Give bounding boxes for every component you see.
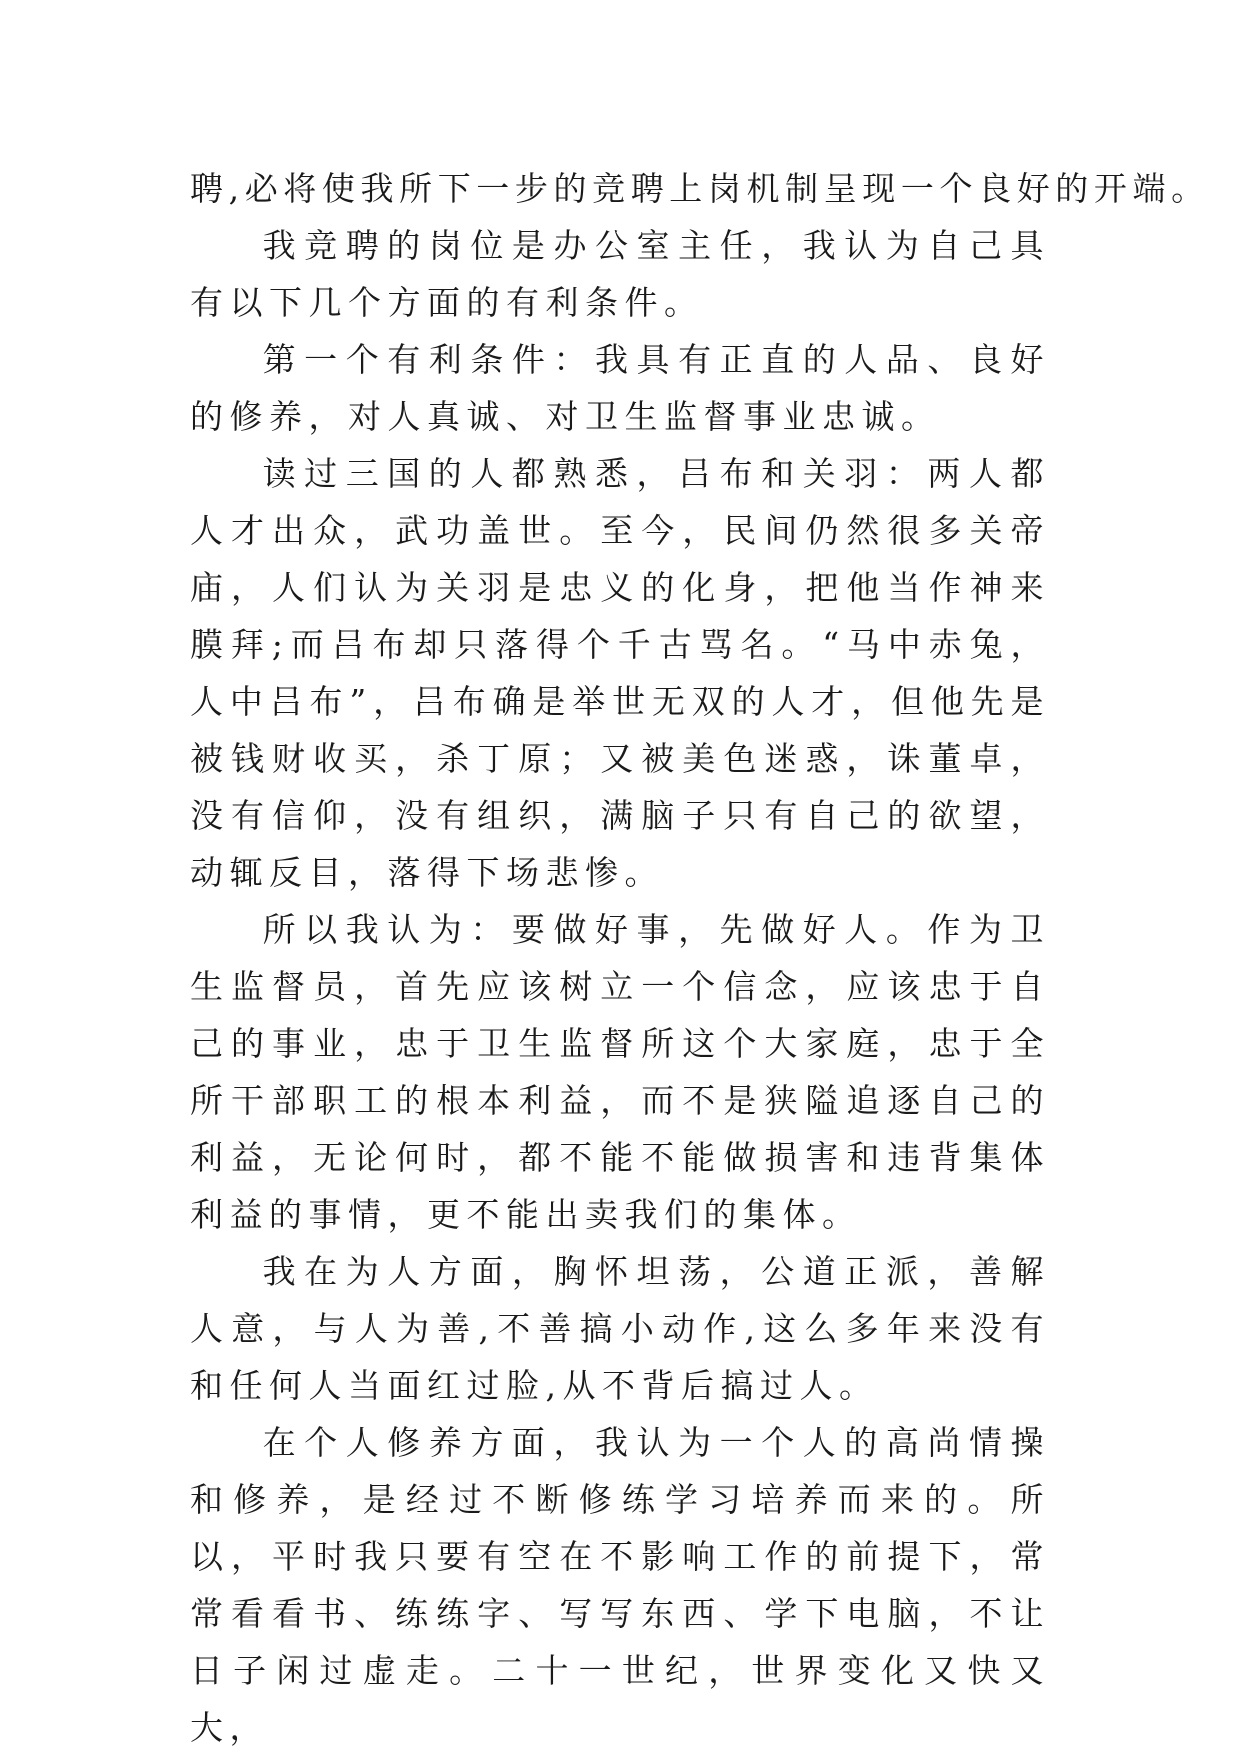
paragraph-5: 所以我认为：要做好事，先做好人。作为卫生监督员，首先应该树立一个信念，应该忠于自己的事业，忠于卫生监督所这个大家庭，忠于全所干部职工的根本利益，而不是狭隘追逐自己的利益，无论何时，都不能不能做损害和违背集体利益的事情，更不能出卖我们的集体。 [190, 910, 1050, 1234]
paragraph-2: 我竞聘的岗位是办公室主任，我认为自己具有以下几个方面的有利条件。 [190, 226, 1050, 322]
paragraph-4: 读过三国的人都熟悉，吕布和关羽：两人都人才出众，武功盖世。至今，民间仍然很多关帝庙，人们认为关羽是忠义的化身，把他当作神来膜拜;而吕布却只落得个千古骂名。“马中赤兔，人中吕布”，吕布确是举世无双的人才，但他先是被钱财收买，杀丁原；又被美色迷惑，诛董卓，没有信仰，没有组织，满脑子只有自己的欲望，动辄反目，落得下场悲惨。 [190, 454, 1050, 892]
paragraph-7: 在个人修养方面，我认为一个人的高尚情操和修养，是经过不断修练学习培养而来的。所以，平时我只要有空在不影响工作的前提下，常常看看书、练练字、写写东西、学下电脑，不让日子闲过虚走。二十一世纪，世界变化又快又大， [190, 1423, 1050, 1747]
paragraph-3: 第一个有利条件：我具有正直的人品、良好的修养，对人真诚、对卫生监督事业忠诚。 [190, 340, 1050, 436]
paragraph-1: 聘,必将使我所下一步的竞聘上岗机制呈现一个良好的开端。 [190, 169, 1210, 208]
document-body [190, 160, 1210, 1756]
paragraph-6: 我在为人方面，胸怀坦荡，公道正派，善解人意，与人为善,不善搞小动作,这么多年来没有和任何人当面红过脸,从不背后搞过人。 [190, 1252, 1050, 1405]
